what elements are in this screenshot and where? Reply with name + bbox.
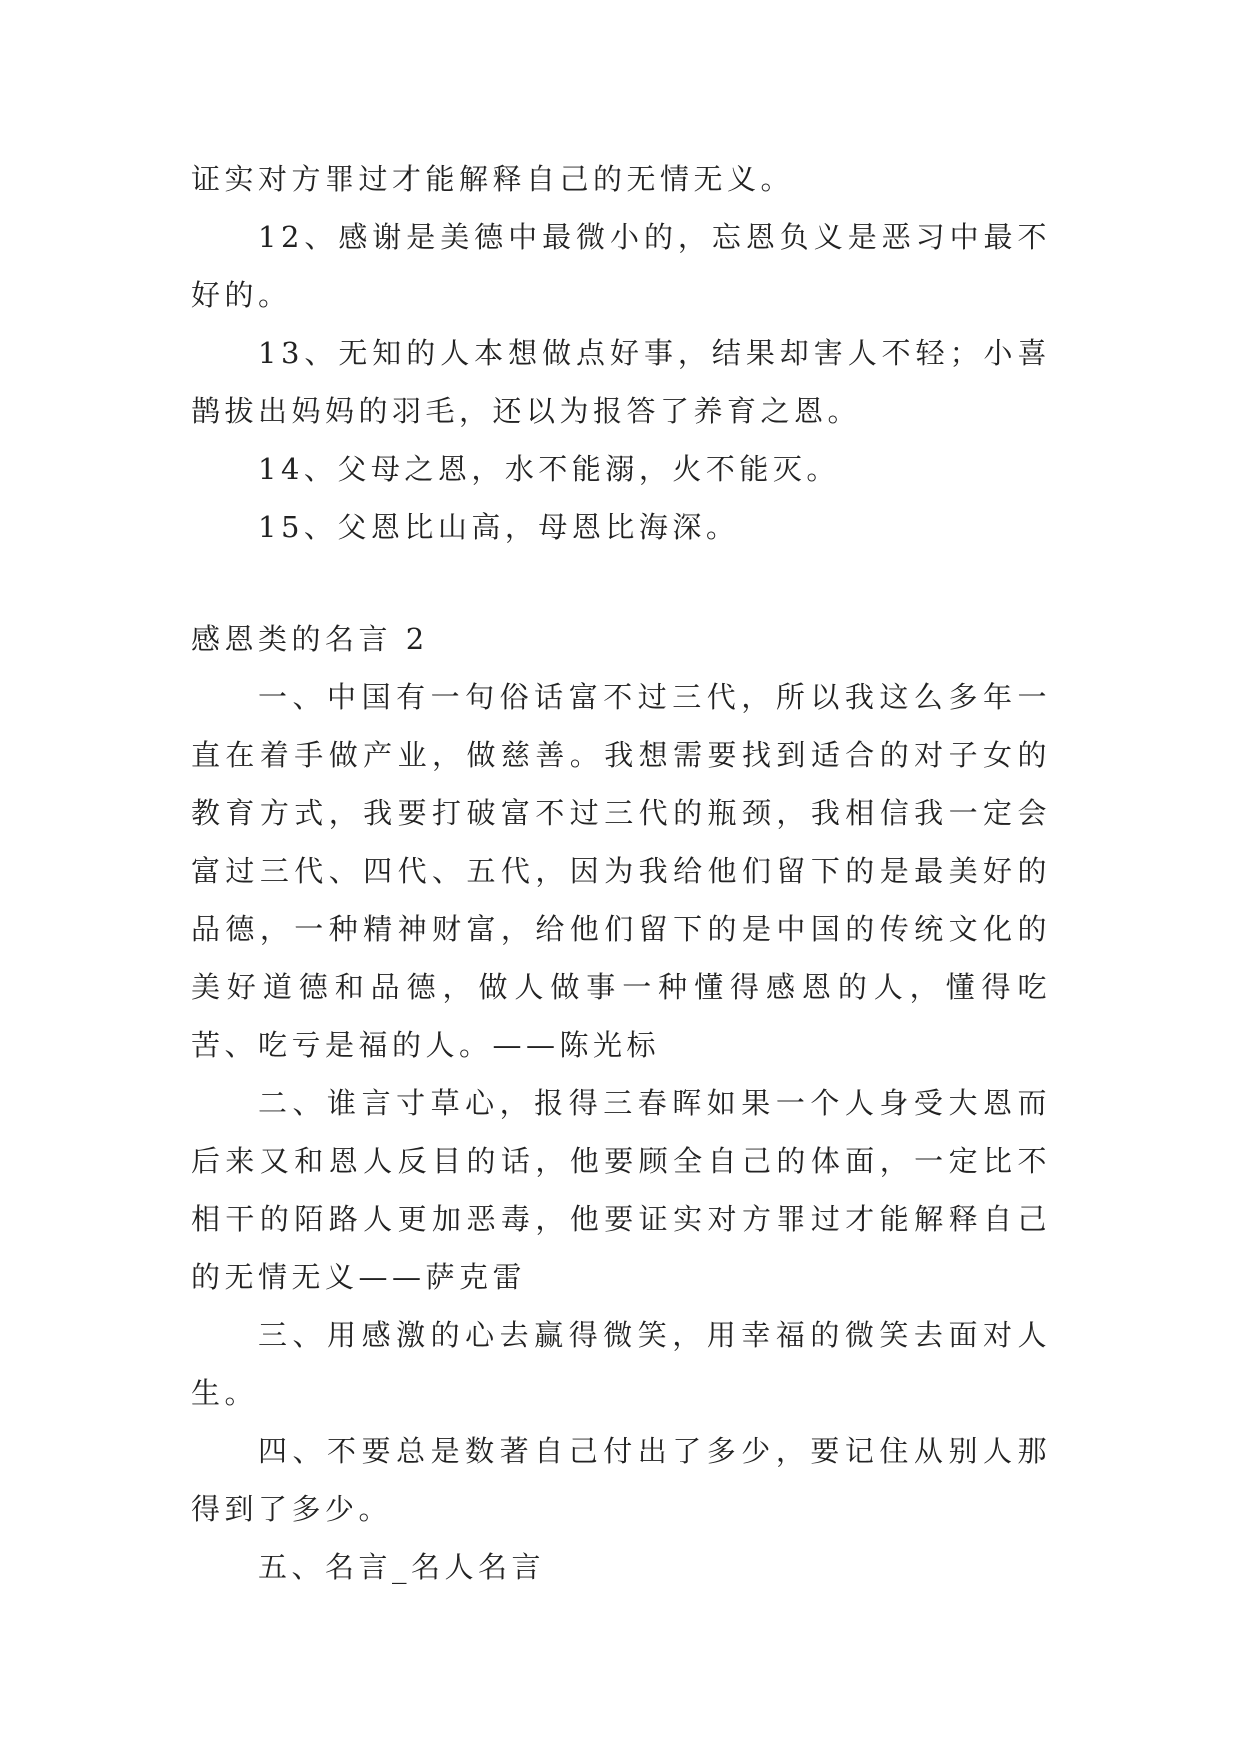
quote-four: 四、不要总是数著自己付出了多少，要记住从别人那得到了多少。 [191, 1434, 1051, 1526]
quote-five: 五、名言_名人名言 [258, 1550, 546, 1584]
quote-two: 二、谁言寸草心，报得三春晖如果一个人身受大恩而后来又和恩人反目的话，他要顾全自己的体面，一定比不相干的陌路人更加恶毒，他要证实对方罪过才能解释自己的无情无义——萨克雷 [191, 1086, 1051, 1294]
quote-15: 15、父恩比山高，母恩比海深。 [258, 510, 740, 544]
quote-three: 三、用感激的心去赢得微笑，用幸福的微笑去面对人生。 [191, 1318, 1051, 1410]
quote-14: 14、父母之恩，水不能溺，火不能灭。 [258, 452, 840, 486]
document-body [191, 150, 1051, 1596]
section-heading: 感恩类的名言 2 [191, 622, 429, 656]
quote-13: 13、无知的人本想做点好事，结果却害人不轻；小喜鹊拔出妈妈的羽毛，还以为报答了养育之恩。 [191, 336, 1051, 428]
quote-one: 一、中国有一句俗话富不过三代，所以我这么多年一直在着手做产业，做慈善。我想需要找到适合的对子女的教育方式，我要打破富不过三代的瓶颈，我相信我一定会富过三代、四代、五代，因为我给他们留下的是最美好的品德，一种精神财富，给他们留下的是中国的传统文化的美好道德和品德，做人做事一种懂得感恩的人，懂得吃苦、吃亏是福的人。——陈光标 [191, 680, 1051, 1062]
quote-12: 12、感谢是美德中最微小的，忘恩负义是恶习中最不好的。 [191, 220, 1051, 312]
continuation-paragraph: 证实对方罪过才能解释自己的无情无义。 [191, 162, 795, 196]
